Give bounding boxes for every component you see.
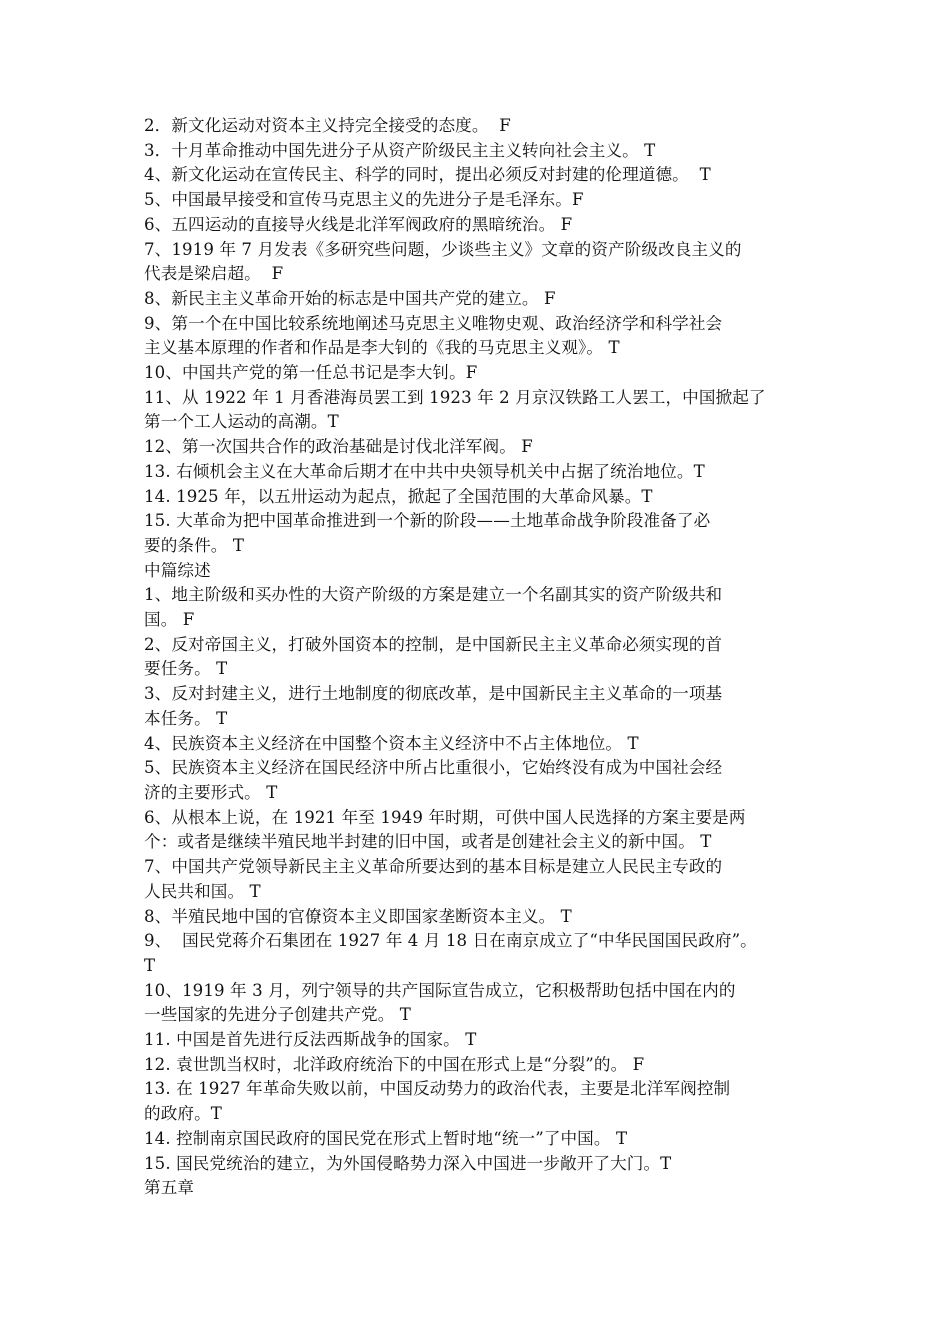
text-line: 12. 袁世凯当权时，北洋政府统治下的中国在形式上是“分裂”的。 F [144,1054,645,1074]
text-line: 7、中国共产党领导新民主主义革命所要达到的基本目标是建立人民民主专政的 [144,857,723,877]
text-line: 个：或者是继续半殖民地半封建的旧中国，或者是创建社会主义的新中国。 T [144,832,712,852]
text-line: 12、第一次国共合作的政治基础是讨伐北洋军阀。 F [144,437,533,457]
text-line: 5、中国最早接受和宣传马克思主义的先进分子是毛泽东。F [144,190,584,210]
text-line: 济的主要形式。 T [144,782,278,802]
text-line: 15. 国民党统治的建立，为外国侵略势力深入中国进一步敞开了大门。T [144,1153,672,1173]
text-line: 4、民族资本主义经济在中国整个资本主义经济中不占主体地位。 T [144,733,639,753]
text-line: 主义基本原理的作者和作品是李大钊的《我的马克思主义观》。 T [144,338,620,358]
text-line: 8、新民主主义革命开始的标志是中国共产党的建立。 F [144,288,556,308]
text-line: 4、新文化运动在宣传民主、科学的同时，提出必须反对封建的伦理道德。 T [144,165,711,185]
text-line: 8、半殖民地中国的官僚资本主义即国家垄断资本主义。 T [144,906,572,926]
text-line: 13. 右倾机会主义在大革命后期才在中共中央领导机关中占据了统治地位。T [144,461,705,481]
text-line: T [144,955,156,975]
text-line: 代表是梁启超。 F [144,264,284,284]
text-line: 11、从 1922 年 1 月香港海员罢工到 1923 年 2 月京汉铁路工人罢工，中国掀起了 [144,387,766,407]
text-line: 3、反对封建主义，进行土地制度的彻底改革，是中国新民主主义革命的一项基 [144,684,723,704]
text-line: 11. 中国是首先进行反法西斯战争的国家。 T [144,1030,477,1050]
text-line: 的政府。T [144,1104,222,1124]
text-line: 10、中国共产党的第一任总书记是李大钊。F [144,363,478,383]
text-line: 14. 控制南京国民政府的国民党在形式上暂时地“统一”了中国。 T [144,1128,628,1148]
text-line: 人民共和国。 T [144,881,261,901]
text-line: 要的条件。 T [144,535,245,555]
text-line: 2、反对帝国主义，打破外国资本的控制，是中国新民主主义革命必须实现的首 [144,634,723,654]
text-line: 7、1919 年 7 月发表《多研究些问题，少谈些主义》文章的资产阶级改良主义的 [144,239,742,259]
section-heading: 中篇综述 [144,560,211,580]
text-line: 第一个工人运动的高潮。T [144,412,339,432]
text-line: 15. 大革命为把中国革命推进到一个新的阶段——土地革命战争阶段准备了必 [144,511,711,531]
text-line: 国。 F [144,610,195,630]
text-line: 6、从根本上说，在 1921 年至 1949 年时期，可供中国人民选择的方案主要是两 [144,807,746,827]
text-line: 9、 国民党蒋介石集团在 1927 年 4 月 18 日在南京成立了“中华民国国民政府”。 [144,931,757,951]
text-line: 要任务。 T [144,659,228,679]
text-line: 10、1919 年 3 月，列宁领导的共产国际宣告成立，它积极帮助包括中国在内的 [144,980,736,1000]
text-line: 3．十月革命推动中国先进分子从资产阶级民主主义转向社会主义。 T [144,140,656,160]
document-page [144,114,812,1201]
text-line: 14. 1925 年，以五卅运动为起点，掀起了全国范围的大革命风暴。T [144,486,653,506]
text-line: 2．新文化运动对资本主义持完全接受的态度。 F [144,116,511,135]
text-line: 1、地主阶级和买办性的大资产阶级的方案是建立一个名副其实的资产阶级共和 [144,585,723,605]
section-heading: 第五章 [144,1178,195,1198]
text-line: 本任务。 T [144,708,228,728]
text-line: 5、民族资本主义经济在国民经济中所占比重很小，它始终没有成为中国社会经 [144,758,723,778]
text-line: 13. 在 1927 年革命失败以前，中国反动势力的政治代表，主要是北洋军阀控制 [144,1079,731,1099]
text-line: 9、第一个在中国比较系统地阐述马克思主义唯物史观、政治经济学和科学社会 [144,313,723,333]
text-line: 6、五四运动的直接导火线是北洋军阀政府的黑暗统治。 F [144,214,573,234]
text-line: 一些国家的先进分子创建共产党。 T [144,1005,411,1025]
